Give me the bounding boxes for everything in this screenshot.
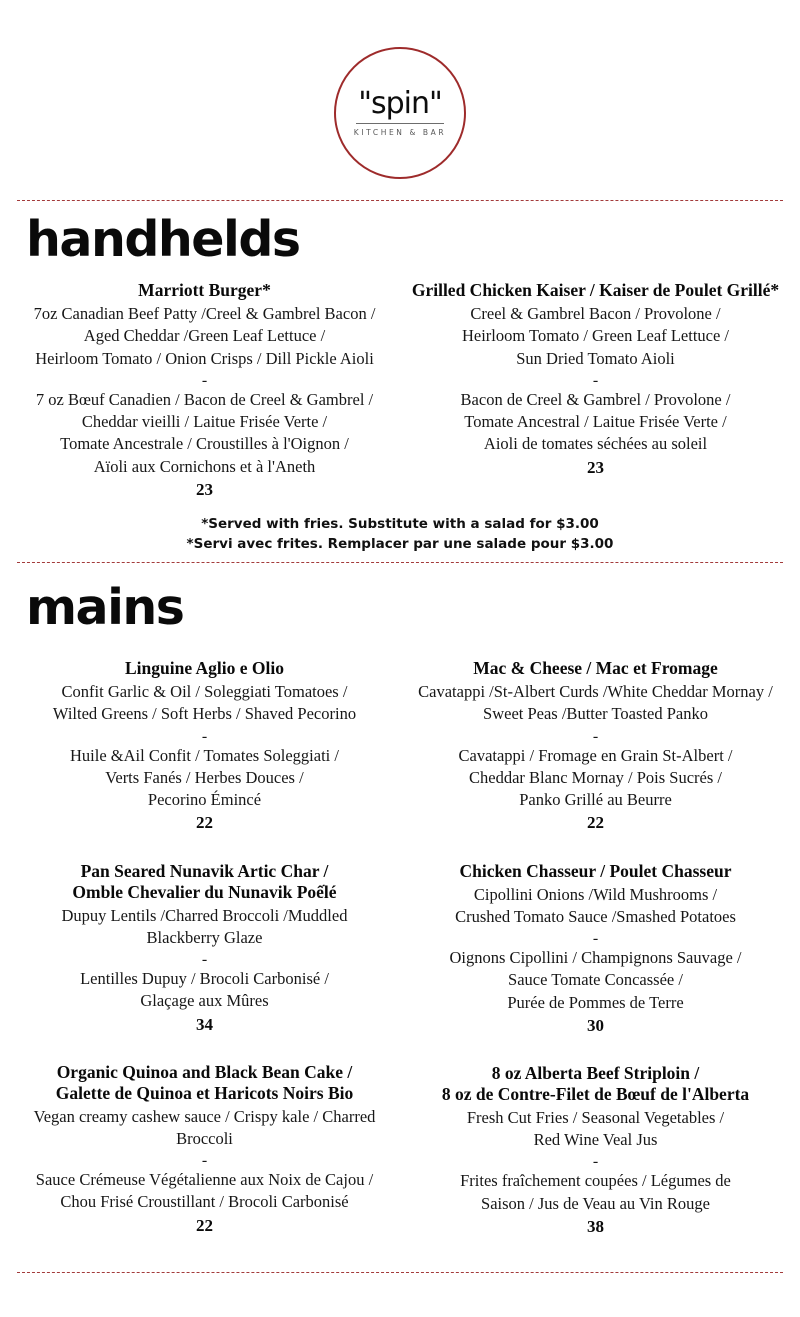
menu-item-price: 34	[196, 1014, 213, 1034]
menu-item-description-en: Dupuy Lentils /Charred Broccoli /Muddled	[61, 905, 348, 925]
menu-item-language-separator: -	[201, 727, 208, 745]
menu-item-language-separator: -	[592, 727, 599, 745]
menu-item-description-en: Sweet Peas /Butter Toasted Panko	[483, 704, 708, 724]
menu-item-description-en: Broccoli	[176, 1128, 233, 1148]
menu-item-description-fr: Tomate Ancestral / Laitue Frisée Verte /	[464, 412, 727, 432]
menu-item-price: 30	[587, 1015, 604, 1035]
menu-item-price: 22	[196, 1215, 213, 1235]
menu-item	[16, 658, 393, 834]
menu-item	[16, 861, 393, 1036]
section-mains	[0, 579, 800, 1238]
menu-item-description-fr: 7 oz Bœuf Canadien / Bacon de Creel & Gambrel /	[35, 389, 374, 409]
menu-item-description-fr: Sauce Crémeuse Végétalienne aux Noix de Cajou /	[35, 1170, 374, 1190]
menu-item-description-fr: Glaçage aux Mûres	[140, 991, 269, 1011]
brand-subtitle: KITCHEN & BAR	[353, 128, 447, 137]
menu-item-language-separator: -	[592, 1153, 599, 1171]
menu-item-description-fr: Tomate Ancestrale / Croustilles à l'Oignon /	[60, 434, 349, 454]
menu-item-language-separator: -	[592, 930, 599, 948]
menu-item-name: Chicken Chasseur / Poulet Chasseur	[459, 860, 732, 881]
menu-item	[407, 280, 784, 479]
spin-logo	[334, 47, 466, 179]
menu-item	[16, 280, 393, 501]
menu-item-description-fr: Oignons Cipollini / Champignons Sauvage /	[449, 948, 742, 968]
footnote-line-en: *Served with fries. Substitute with a salad for $3.00	[201, 515, 599, 532]
menu-item-description-fr: Pecorino Émincé	[147, 790, 262, 810]
menu-item-price: 22	[196, 813, 213, 833]
brand-wordmark: "spin"	[358, 86, 442, 121]
section-title-mains: mains	[26, 579, 184, 637]
divider-top	[17, 200, 783, 201]
menu-item-description-en: 7oz Canadian Beef Patty /Creel & Gambrel Bacon /	[33, 304, 376, 323]
menu-item-description-fr: Sauce Tomate Concassée /	[508, 970, 683, 990]
menu-item-description-fr: Aioli de tomates séchées au soleil	[483, 434, 708, 454]
menu-item-description-en: Heirloom Tomato / Onion Crisps / Dill Pickle Aioli	[35, 348, 374, 368]
footnote-line-fr: *Servi avec frites. Remplacer par une salade pour $3.00	[186, 535, 614, 552]
divider-middle	[17, 562, 783, 563]
menu-item-description-en: Heirloom Tomato / Green Leaf Lettuce /	[461, 326, 730, 346]
logo-divider-rule	[356, 123, 444, 124]
menu-item-description-en: Sun Dried Tomato Aioli	[516, 348, 675, 368]
menu-item-name: Grilled Chicken Kaiser / Kaiser de Poulet Grillé*	[411, 280, 780, 300]
logo-header	[0, 0, 800, 179]
menu-item-description-en: Aged Cheddar /Green Leaf Lettuce /	[83, 326, 326, 346]
menu-item-description-fr: Cavatappi / Fromage en Grain St-Albert /	[458, 745, 733, 765]
menu-item-description-en: Red Wine Veal Jus	[533, 1130, 658, 1150]
menu-item-language-separator: -	[201, 951, 208, 969]
menu-item-description-en: Wilted Greens / Soft Herbs / Shaved Pecorino	[52, 704, 357, 724]
menu-item-description-en: Confit Garlic & Oil / Soleggiati Tomatoes /	[61, 682, 348, 702]
menu-item	[16, 1062, 393, 1237]
menu-item-description-fr: Chou Frisé Croustillant / Brocoli Carbonisé	[60, 1192, 349, 1212]
menu-item-description-en: Crushed Tomato Sauce /Smashed Potatoes	[455, 906, 736, 926]
menu-item-description-fr: Frites fraîchement coupées / Légumes de	[460, 1171, 731, 1191]
page-bottom-spacer	[0, 1273, 800, 1275]
menu-item-description-en: Creel & Gambrel Bacon / Provolone /	[470, 304, 721, 323]
menu-item-name: Linguine Aglio e Olio	[125, 658, 284, 679]
menu-item-description-fr: Verts Fanés / Herbes Douces /	[105, 767, 304, 787]
menu-item-name: Marriott Burger*	[138, 280, 271, 300]
menu-item	[407, 658, 784, 834]
menu-item-language-separator: -	[592, 371, 599, 389]
menu-item-description-fr: Saison / Jus de Veau au Vin Rouge	[481, 1193, 710, 1213]
menu-item-description-en: Cipollini Onions /Wild Mushrooms /	[473, 884, 718, 904]
handhelds-left-column	[16, 280, 393, 501]
menu-item-description-en: Vegan creamy cashew sauce / Crispy kale / Charred	[33, 1106, 376, 1126]
handhelds-footnote	[0, 515, 800, 554]
handhelds-right-column	[407, 280, 784, 501]
menu-item-language-separator: -	[201, 371, 208, 389]
menu-item-name: Organic Quinoa and Black Bean Cake / Galette de Quinoa et Haricots Noirs Bio	[55, 1061, 354, 1103]
handhelds-grid	[16, 280, 784, 501]
mains-left-column	[16, 658, 393, 1238]
menu-item-description-en: Fresh Cut Fries / Seasonal Vegetables /	[466, 1107, 725, 1127]
menu-item-name: Pan Seared Nunavik Artic Char / Omble Chevalier du Nunavik Poếlé	[72, 860, 337, 902]
menu-item-name: 8 oz Alberta Beef Striploin / 8 oz de Contre-Filet de Bœuf de l'Alberta	[441, 1062, 750, 1104]
menu-item-description-fr: Aïoli aux Cornichons et à l'Aneth	[93, 456, 316, 476]
menu-item-language-separator: -	[201, 1152, 208, 1170]
menu-item-description-fr: Lentilles Dupuy / Brocoli Carbonisé /	[80, 969, 329, 989]
section-title-handhelds: handhelds	[26, 211, 300, 268]
menu-item-description-fr: Bacon de Creel & Gambrel / Provolone /	[460, 389, 731, 409]
menu-item	[407, 861, 784, 1037]
menu-item-description-en: Blackberry Glaze	[146, 927, 263, 947]
menu-item-name: Mac & Cheese / Mac et Fromage	[473, 658, 718, 679]
menu-item-description-fr: Cheddar Blanc Mornay / Pois Sucrés /	[469, 767, 722, 787]
menu-item-description-en: Cavatappi /St-Albert Curds /White Cheddar Mornay /	[418, 682, 773, 702]
menu-item-description-fr: Cheddar vieilli / Laitue Frisée Verte /	[81, 412, 328, 432]
menu-item	[407, 1063, 784, 1238]
menu-item-price: 22	[587, 813, 604, 833]
menu-item-price: 38	[587, 1216, 604, 1236]
section-handhelds	[0, 211, 800, 554]
menu-item-price: 23	[196, 479, 213, 499]
menu-item-description-fr: Purée de Pommes de Terre	[507, 992, 684, 1012]
mains-grid	[16, 658, 784, 1238]
mains-right-column	[407, 658, 784, 1238]
menu-item-description-fr: Huile &Ail Confit / Tomates Soleggiati /	[70, 745, 339, 765]
menu-item-description-fr: Panko Grillé au Beurre	[519, 790, 672, 810]
menu-item-price: 23	[587, 457, 604, 477]
